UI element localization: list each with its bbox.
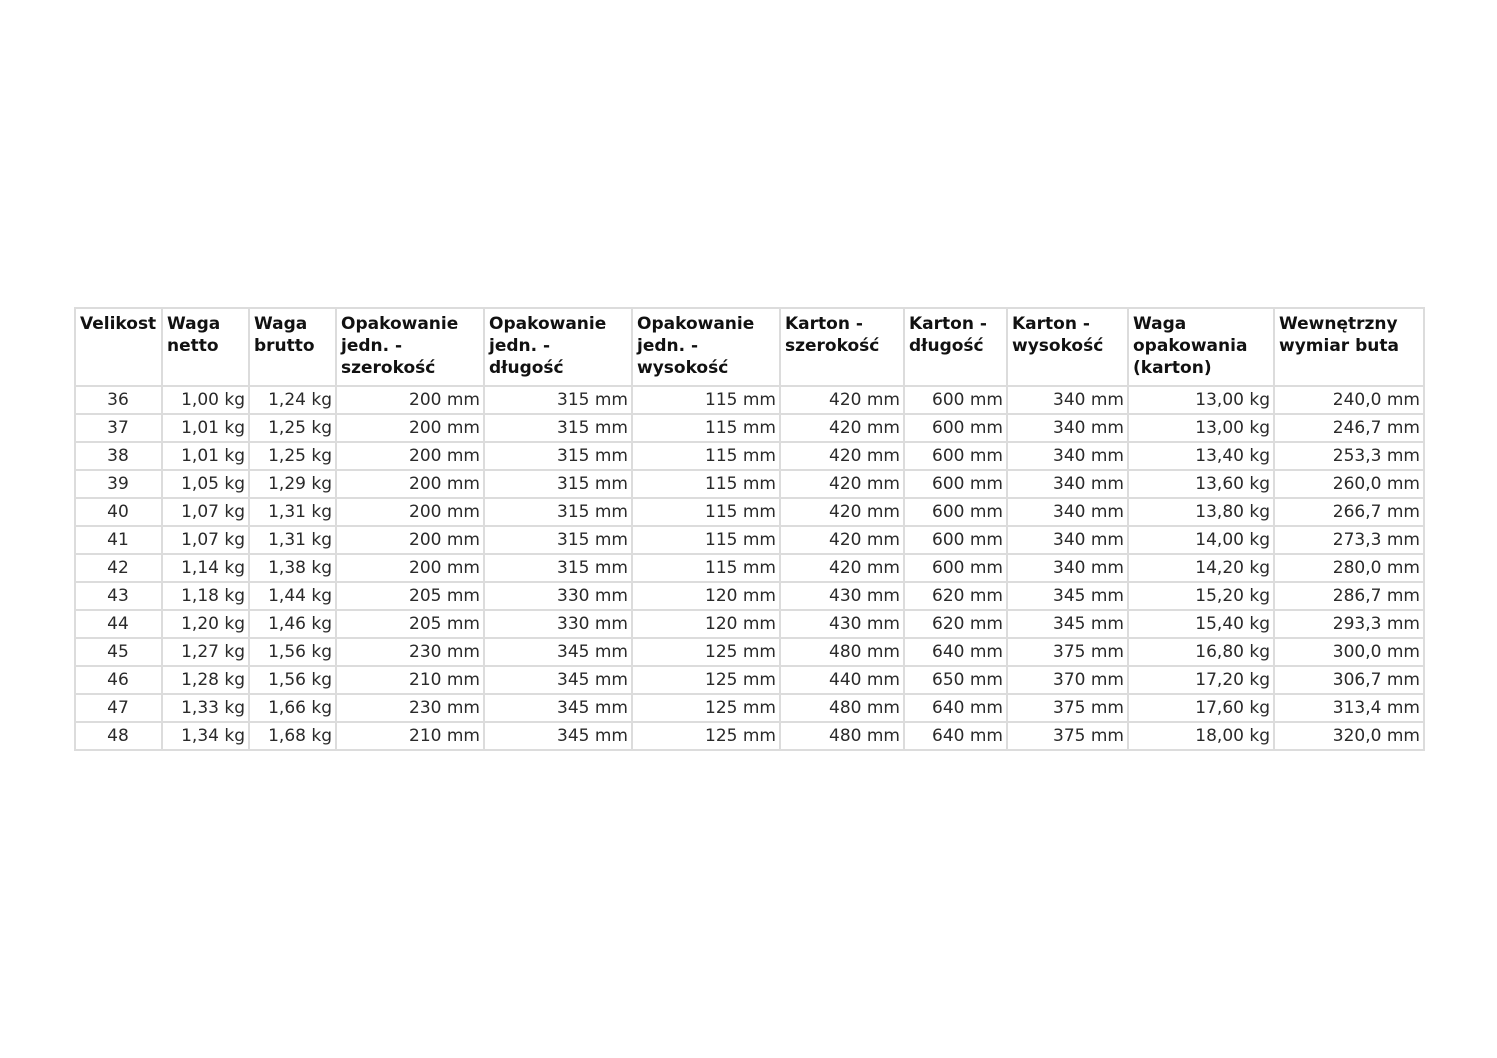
cell-gross-weight: 1,66 kg — [249, 694, 336, 722]
cell-net-weight: 1,05 kg — [162, 470, 249, 498]
cell-carton-weight: 13,00 kg — [1128, 414, 1274, 442]
cell-unit-pack-length: 315 mm — [484, 386, 632, 414]
cell-carton-length: 640 mm — [904, 722, 1007, 750]
cell-unit-pack-height: 125 mm — [632, 666, 780, 694]
cell-unit-pack-length: 345 mm — [484, 666, 632, 694]
cell-size: 39 — [75, 470, 162, 498]
cell-inner-shoe-length: 280,0 mm — [1274, 554, 1424, 582]
cell-unit-pack-width: 210 mm — [336, 722, 484, 750]
cell-gross-weight: 1,56 kg — [249, 638, 336, 666]
size-spec-table — [74, 307, 1425, 751]
cell-unit-pack-length: 315 mm — [484, 470, 632, 498]
cell-carton-length: 650 mm — [904, 666, 1007, 694]
cell-carton-width: 420 mm — [780, 386, 904, 414]
cell-net-weight: 1,01 kg — [162, 442, 249, 470]
header-unit-pack-height: Opakowanie jedn. - wysokość — [632, 308, 780, 386]
table-row — [75, 666, 1424, 694]
cell-carton-height: 375 mm — [1007, 638, 1128, 666]
cell-carton-weight: 13,80 kg — [1128, 498, 1274, 526]
cell-unit-pack-width: 200 mm — [336, 386, 484, 414]
cell-size: 38 — [75, 442, 162, 470]
cell-carton-height: 345 mm — [1007, 582, 1128, 610]
cell-unit-pack-height: 115 mm — [632, 442, 780, 470]
cell-unit-pack-width: 205 mm — [336, 610, 484, 638]
cell-carton-length: 640 mm — [904, 638, 1007, 666]
cell-size: 37 — [75, 414, 162, 442]
cell-carton-length: 600 mm — [904, 414, 1007, 442]
cell-net-weight: 1,14 kg — [162, 554, 249, 582]
cell-carton-weight: 15,20 kg — [1128, 582, 1274, 610]
cell-carton-width: 420 mm — [780, 554, 904, 582]
cell-size: 40 — [75, 498, 162, 526]
cell-unit-pack-height: 120 mm — [632, 610, 780, 638]
table-row — [75, 722, 1424, 750]
cell-net-weight: 1,00 kg — [162, 386, 249, 414]
cell-carton-width: 420 mm — [780, 442, 904, 470]
table-row — [75, 610, 1424, 638]
cell-size: 43 — [75, 582, 162, 610]
cell-net-weight: 1,01 kg — [162, 414, 249, 442]
cell-gross-weight: 1,44 kg — [249, 582, 336, 610]
cell-carton-width: 430 mm — [780, 610, 904, 638]
cell-carton-width: 420 mm — [780, 470, 904, 498]
cell-gross-weight: 1,25 kg — [249, 442, 336, 470]
cell-carton-width: 430 mm — [780, 582, 904, 610]
cell-unit-pack-length: 315 mm — [484, 554, 632, 582]
cell-gross-weight: 1,25 kg — [249, 414, 336, 442]
header-gross-weight: Waga brutto — [249, 308, 336, 386]
cell-unit-pack-length: 330 mm — [484, 610, 632, 638]
cell-carton-width: 480 mm — [780, 694, 904, 722]
cell-gross-weight: 1,46 kg — [249, 610, 336, 638]
cell-unit-pack-width: 230 mm — [336, 638, 484, 666]
cell-unit-pack-height: 115 mm — [632, 414, 780, 442]
cell-gross-weight: 1,31 kg — [249, 526, 336, 554]
cell-unit-pack-width: 230 mm — [336, 694, 484, 722]
cell-unit-pack-length: 345 mm — [484, 722, 632, 750]
cell-inner-shoe-length: 320,0 mm — [1274, 722, 1424, 750]
header-unit-pack-length: Opakowanie jedn. - długość — [484, 308, 632, 386]
cell-carton-weight: 13,40 kg — [1128, 442, 1274, 470]
table-row — [75, 498, 1424, 526]
cell-carton-weight: 17,60 kg — [1128, 694, 1274, 722]
cell-carton-weight: 13,00 kg — [1128, 386, 1274, 414]
cell-carton-height: 340 mm — [1007, 442, 1128, 470]
cell-carton-width: 480 mm — [780, 638, 904, 666]
cell-unit-pack-width: 200 mm — [336, 414, 484, 442]
cell-net-weight: 1,18 kg — [162, 582, 249, 610]
header-carton-height: Karton - wysokość — [1007, 308, 1128, 386]
cell-carton-length: 620 mm — [904, 610, 1007, 638]
cell-unit-pack-length: 345 mm — [484, 638, 632, 666]
cell-carton-height: 340 mm — [1007, 414, 1128, 442]
header-unit-pack-width: Opakowanie jedn. - szerokość — [336, 308, 484, 386]
cell-carton-height: 375 mm — [1007, 722, 1128, 750]
table-header — [75, 308, 1424, 386]
cell-carton-height: 370 mm — [1007, 666, 1128, 694]
table-row — [75, 442, 1424, 470]
cell-carton-weight: 17,20 kg — [1128, 666, 1274, 694]
cell-gross-weight: 1,24 kg — [249, 386, 336, 414]
cell-carton-height: 345 mm — [1007, 610, 1128, 638]
cell-unit-pack-length: 315 mm — [484, 526, 632, 554]
cell-carton-height: 340 mm — [1007, 526, 1128, 554]
cell-net-weight: 1,07 kg — [162, 526, 249, 554]
cell-unit-pack-width: 205 mm — [336, 582, 484, 610]
cell-gross-weight: 1,29 kg — [249, 470, 336, 498]
cell-unit-pack-height: 125 mm — [632, 638, 780, 666]
cell-inner-shoe-length: 240,0 mm — [1274, 386, 1424, 414]
table-row — [75, 554, 1424, 582]
table-body — [75, 386, 1424, 750]
cell-unit-pack-height: 115 mm — [632, 386, 780, 414]
cell-size: 47 — [75, 694, 162, 722]
cell-inner-shoe-length: 253,3 mm — [1274, 442, 1424, 470]
cell-unit-pack-length: 315 mm — [484, 498, 632, 526]
cell-size: 45 — [75, 638, 162, 666]
cell-carton-width: 420 mm — [780, 526, 904, 554]
table-row — [75, 470, 1424, 498]
cell-carton-weight: 14,20 kg — [1128, 554, 1274, 582]
cell-carton-height: 340 mm — [1007, 554, 1128, 582]
cell-carton-length: 620 mm — [904, 582, 1007, 610]
table-row — [75, 386, 1424, 414]
cell-carton-width: 420 mm — [780, 414, 904, 442]
cell-size: 36 — [75, 386, 162, 414]
cell-net-weight: 1,27 kg — [162, 638, 249, 666]
cell-carton-length: 600 mm — [904, 442, 1007, 470]
cell-carton-weight: 15,40 kg — [1128, 610, 1274, 638]
header-carton-width: Karton - szerokość — [780, 308, 904, 386]
cell-unit-pack-height: 115 mm — [632, 498, 780, 526]
cell-carton-length: 600 mm — [904, 470, 1007, 498]
cell-carton-height: 340 mm — [1007, 498, 1128, 526]
cell-inner-shoe-length: 293,3 mm — [1274, 610, 1424, 638]
cell-unit-pack-height: 120 mm — [632, 582, 780, 610]
cell-size: 42 — [75, 554, 162, 582]
cell-gross-weight: 1,38 kg — [249, 554, 336, 582]
cell-unit-pack-length: 345 mm — [484, 694, 632, 722]
cell-gross-weight: 1,68 kg — [249, 722, 336, 750]
cell-unit-pack-width: 200 mm — [336, 554, 484, 582]
table-row — [75, 414, 1424, 442]
cell-unit-pack-height: 125 mm — [632, 694, 780, 722]
cell-net-weight: 1,20 kg — [162, 610, 249, 638]
cell-net-weight: 1,34 kg — [162, 722, 249, 750]
cell-inner-shoe-length: 313,4 mm — [1274, 694, 1424, 722]
table-row — [75, 694, 1424, 722]
size-spec-sheet — [74, 307, 1423, 751]
cell-carton-width: 440 mm — [780, 666, 904, 694]
cell-carton-weight: 16,80 kg — [1128, 638, 1274, 666]
table-row — [75, 582, 1424, 610]
cell-size: 46 — [75, 666, 162, 694]
cell-inner-shoe-length: 260,0 mm — [1274, 470, 1424, 498]
cell-carton-weight: 18,00 kg — [1128, 722, 1274, 750]
cell-unit-pack-width: 200 mm — [336, 498, 484, 526]
cell-carton-weight: 14,00 kg — [1128, 526, 1274, 554]
cell-carton-height: 340 mm — [1007, 470, 1128, 498]
cell-inner-shoe-length: 246,7 mm — [1274, 414, 1424, 442]
cell-unit-pack-height: 125 mm — [632, 722, 780, 750]
header-inner-shoe-length: Wewnętrzny wymiar buta — [1274, 308, 1424, 386]
cell-carton-length: 600 mm — [904, 386, 1007, 414]
cell-carton-length: 640 mm — [904, 694, 1007, 722]
cell-carton-width: 420 mm — [780, 498, 904, 526]
cell-unit-pack-length: 330 mm — [484, 582, 632, 610]
table-row — [75, 526, 1424, 554]
cell-size: 48 — [75, 722, 162, 750]
cell-net-weight: 1,07 kg — [162, 498, 249, 526]
cell-carton-height: 375 mm — [1007, 694, 1128, 722]
cell-net-weight: 1,33 kg — [162, 694, 249, 722]
cell-unit-pack-width: 210 mm — [336, 666, 484, 694]
cell-inner-shoe-length: 306,7 mm — [1274, 666, 1424, 694]
cell-carton-height: 340 mm — [1007, 386, 1128, 414]
cell-unit-pack-width: 200 mm — [336, 442, 484, 470]
cell-gross-weight: 1,56 kg — [249, 666, 336, 694]
header-row — [75, 308, 1424, 386]
cell-carton-length: 600 mm — [904, 526, 1007, 554]
cell-carton-weight: 13,60 kg — [1128, 470, 1274, 498]
cell-size: 44 — [75, 610, 162, 638]
header-carton-weight: Waga opakowania (karton) — [1128, 308, 1274, 386]
cell-inner-shoe-length: 266,7 mm — [1274, 498, 1424, 526]
cell-carton-length: 600 mm — [904, 498, 1007, 526]
cell-inner-shoe-length: 273,3 mm — [1274, 526, 1424, 554]
header-carton-length: Karton - długość — [904, 308, 1007, 386]
cell-unit-pack-length: 315 mm — [484, 414, 632, 442]
header-net-weight: Waga netto — [162, 308, 249, 386]
cell-unit-pack-width: 200 mm — [336, 526, 484, 554]
cell-inner-shoe-length: 286,7 mm — [1274, 582, 1424, 610]
cell-unit-pack-length: 315 mm — [484, 442, 632, 470]
cell-unit-pack-height: 115 mm — [632, 526, 780, 554]
cell-net-weight: 1,28 kg — [162, 666, 249, 694]
header-size: Velikost — [75, 308, 162, 386]
cell-carton-width: 480 mm — [780, 722, 904, 750]
table-row — [75, 638, 1424, 666]
cell-gross-weight: 1,31 kg — [249, 498, 336, 526]
cell-unit-pack-height: 115 mm — [632, 470, 780, 498]
cell-size: 41 — [75, 526, 162, 554]
cell-inner-shoe-length: 300,0 mm — [1274, 638, 1424, 666]
cell-unit-pack-width: 200 mm — [336, 470, 484, 498]
cell-carton-length: 600 mm — [904, 554, 1007, 582]
cell-unit-pack-height: 115 mm — [632, 554, 780, 582]
